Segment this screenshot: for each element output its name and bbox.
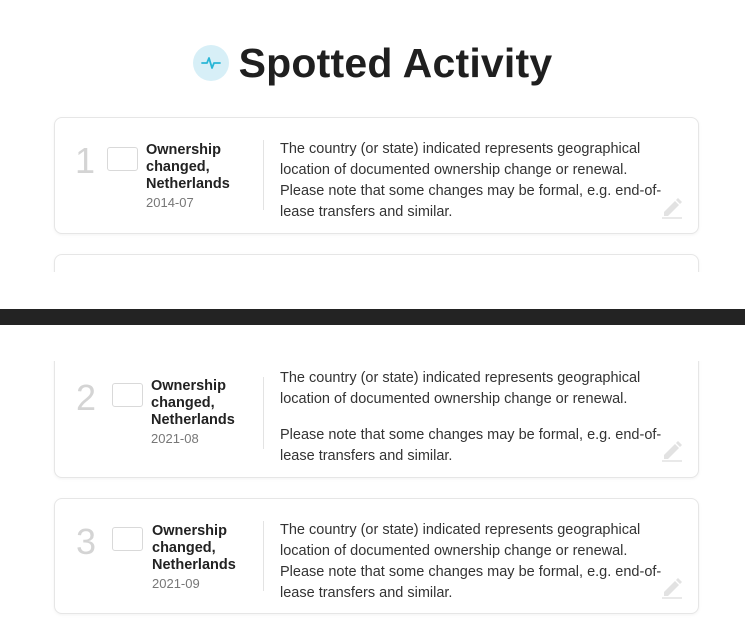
pencil-icon[interactable] [660, 575, 684, 599]
activity-card [54, 117, 699, 234]
description-text: The country (or state) indicated represents geographical location of documented ownership change or renewal. [280, 370, 641, 407]
event-number: 1 [75, 140, 96, 181]
event-date: 2021-08 [151, 431, 199, 446]
event-title: Ownership changed, Netherlands [146, 142, 230, 192]
activity-card [54, 498, 699, 614]
event-description [280, 520, 665, 604]
divider [263, 377, 264, 449]
event-date: 2014-07 [146, 195, 194, 210]
description-text: The country (or state) indicated represents geographical location of documented ownership change or renewal. Please note that some changes may be formal, e.g. end-of-lease transfers and similar. [280, 141, 662, 220]
description-text: Please note that some changes may be formal, e.g. end-of-lease transfers and similar. [280, 427, 662, 464]
event-number: 2 [76, 377, 97, 418]
pencil-icon[interactable] [660, 195, 684, 219]
section-header [0, 38, 745, 88]
divider [263, 140, 264, 210]
page-gap [0, 325, 745, 361]
event-description [280, 139, 665, 223]
activity-pulse-icon [193, 45, 229, 81]
event-date: 2021-09 [152, 576, 200, 591]
event-thumbnail [112, 527, 143, 551]
pencil-icon[interactable] [660, 438, 684, 462]
description-text: The country (or state) indicated represents geographical location of documented ownership change or renewal. Please note that some changes may be formal, e.g. end-of-lease transfers and similar. [280, 522, 662, 601]
event-title: Ownership changed, Netherlands [152, 523, 236, 573]
event-title: Ownership changed, Netherlands [151, 378, 235, 428]
event-thumbnail [107, 147, 138, 171]
divider [263, 521, 264, 591]
page-gap [0, 272, 745, 308]
page-title: Spotted Activity [238, 39, 553, 86]
event-description [280, 368, 665, 467]
event-thumbnail [112, 383, 143, 407]
page-separator [0, 309, 745, 325]
event-number: 3 [76, 521, 97, 562]
